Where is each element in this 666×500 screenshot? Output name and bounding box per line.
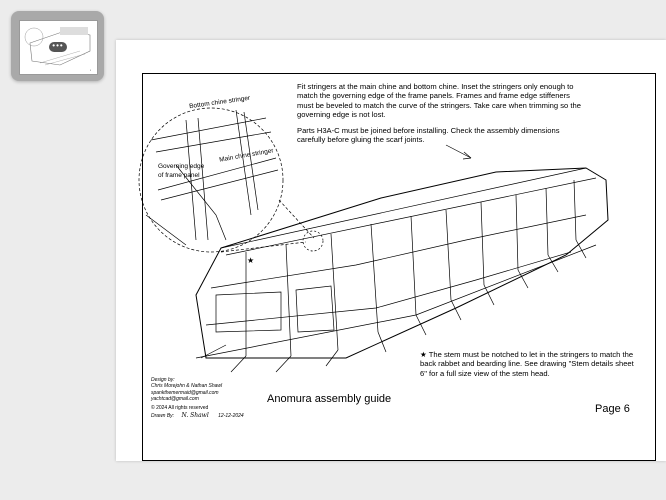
document-page bbox=[116, 40, 666, 461]
assembly-notes bbox=[297, 82, 587, 150]
email-2: yachtcad@gmail.com bbox=[151, 396, 199, 403]
label-governing-edge: Governing edge bbox=[158, 163, 205, 170]
copyright: © 2024 All rights reserved bbox=[151, 405, 209, 411]
main-chine-stringer bbox=[211, 215, 586, 288]
drawn-date: 12-12-2024 bbox=[218, 413, 244, 419]
sheer-line bbox=[221, 168, 586, 248]
frame-panels bbox=[216, 286, 334, 332]
detail-leader-top bbox=[279, 200, 314, 238]
designers: Chris Morejohn & Nathan Shawl bbox=[151, 383, 223, 390]
design-by-label: Design by: bbox=[151, 377, 175, 383]
detail-callout bbox=[303, 231, 323, 251]
bottom-chine-stringer bbox=[206, 252, 571, 325]
detail-stringers bbox=[151, 118, 278, 200]
note-stem: ★ The stem must be notched to let in the stringers to match the back rabbet and bearding line. See drawing "Stem details sheet 6" for a full size view of the stem head. bbox=[420, 350, 634, 378]
parts-arrowhead bbox=[463, 152, 471, 159]
more-options-icon[interactable]: ••• bbox=[49, 42, 67, 52]
star-marker: ★ bbox=[247, 256, 255, 265]
page-thumbnail[interactable] bbox=[11, 11, 104, 81]
note-stringers: Fit stringers at the main chine and bottom chine. Inset the stringers only enough to match the governing edge of the frame panels. Frames and frame edge stiffeners must be beveled to match the curve of the stringers. Take care when trimming so the governing edge is not lost. bbox=[297, 82, 581, 120]
note-parts: Parts H3A-C must be joined before installing. Check the assembly dimensions carefully before gluing the scarf joints. bbox=[297, 125, 560, 145]
label-bottom-chine: Bottom chine stringer bbox=[188, 94, 251, 111]
label-main-chine: Main chine stringer bbox=[218, 147, 275, 164]
strongback bbox=[196, 245, 596, 358]
document-title: Anomura assembly guide bbox=[267, 393, 392, 405]
drawn-by bbox=[151, 412, 244, 419]
design-credits bbox=[151, 377, 222, 403]
email-1: spankthemermaid@gmail.com bbox=[151, 389, 219, 396]
detail-circle bbox=[139, 108, 283, 252]
label-frame-panel: of frame panel bbox=[158, 172, 200, 179]
drawn-by-label: Drawn By: bbox=[151, 413, 175, 419]
svg-text:▪: ▪ bbox=[90, 68, 92, 72]
page-number: Page 6 bbox=[595, 403, 630, 415]
signature: N. Shawl bbox=[181, 412, 209, 419]
